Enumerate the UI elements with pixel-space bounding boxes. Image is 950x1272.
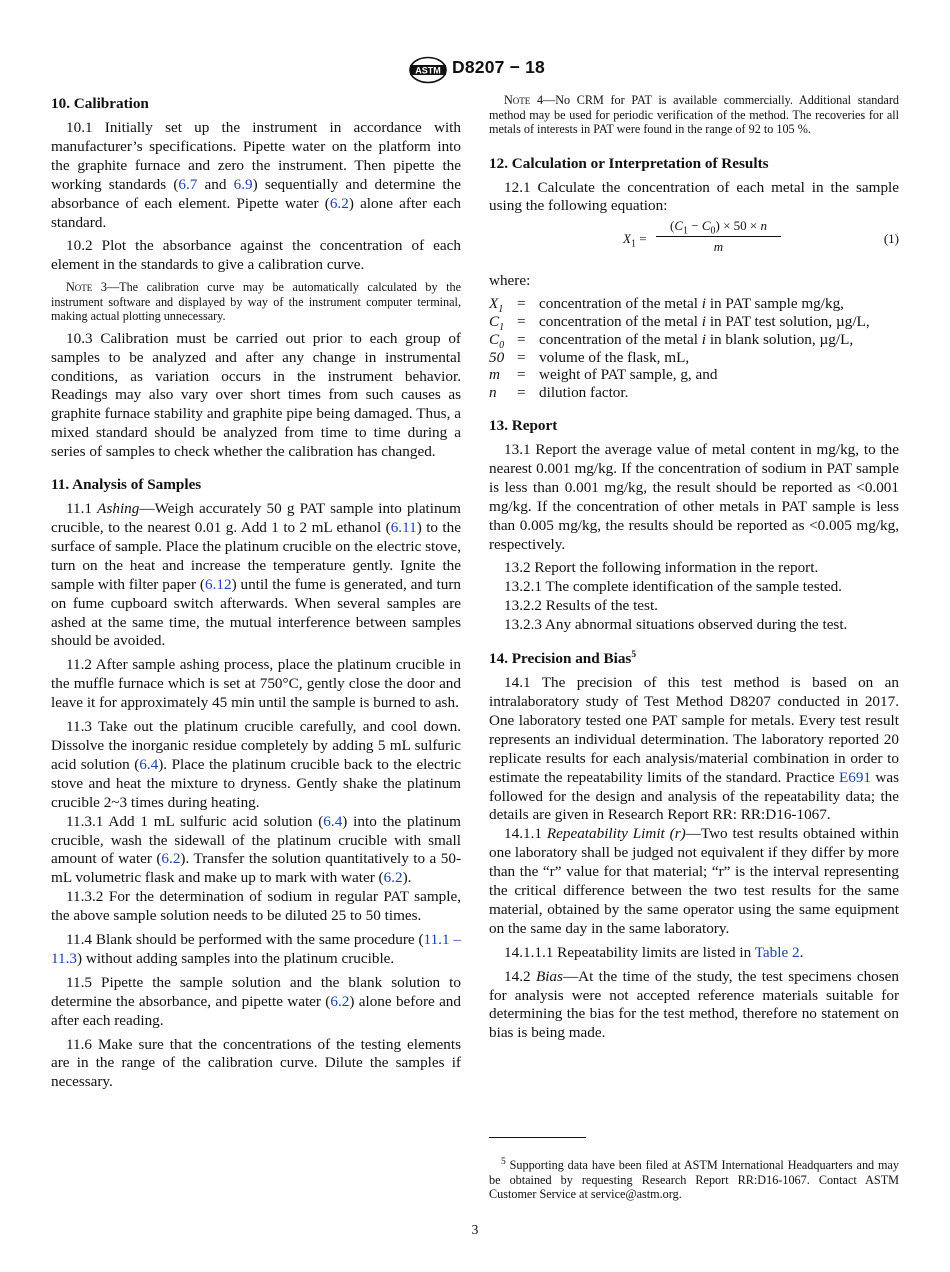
where-label: where: <box>489 272 531 290</box>
ref-link-6-4[interactable]: 6.4 <box>139 755 159 773</box>
section-10-heading: 10. Calibration <box>51 95 149 112</box>
para-14-1-1-1: 14.1.1.1 Repeatability limits are listed in Table 2. <box>504 943 804 961</box>
ref-link-11-1-11-3[interactable]: 11.1 – 11.3 <box>51 931 462 967</box>
page-header <box>0 56 950 84</box>
ref-link-6-2[interactable]: 6.2 <box>329 194 349 212</box>
footnote-5: $^5$ Supporting data have been filed at ASTM International Headquarters and may be obtained by requesting Research Report RR:D16-1067. Contact ASTM Customer Service at service@astm.org. <box>489 1157 899 1202</box>
definition-row: n = dilution factor. <box>489 384 899 402</box>
para-13-2-2: 13.2.2 Results of the test. <box>504 597 658 615</box>
para-11-6: 11.6 Make sure that the concentrations of the testing elements are in the range of the calibration curve. Dilute the samples if necessary. <box>51 1035 461 1091</box>
equation-numerator: $(C_1 - C_0) \times 50 \times n$ <box>669 218 768 237</box>
ref-link-6-2-b[interactable]: 6.2 <box>161 850 181 868</box>
ref-link-6-12[interactable]: 6.12 <box>204 575 232 593</box>
definition-row: $X_1$ = concentration of the metal i in PAT sample mg/kg, <box>489 295 899 313</box>
para-10-2: 10.2 Plot the absorbance against the concentration of each element in the standards to give a calibration curve. <box>51 237 461 274</box>
definition-text: concentration of the metal i in PAT test solution, µg/L, <box>539 313 870 331</box>
ref-link-e691[interactable]: E691 <box>838 768 872 786</box>
note-4: Note 4—No CRM for PAT is available commercially. Additional standard method may be used for periodic verification of the method. The recoveries for all metals of interests in PAT were found in the range of 92 to 105 %. <box>489 93 899 136</box>
left-column <box>51 94 461 1097</box>
definition-row: $C_0$ = concentration of the metal i in blank solution, µg/L, <box>489 331 899 349</box>
para-14-2: 14.2 Bias—At the time of the study, the test specimens chosen for analysis were not accepted reference materials suitable for determining the bias for the test method, therefore no statement on bias is being made. <box>489 967 900 1042</box>
definition-symbol: n <box>489 384 497 402</box>
definition-text: weight of PAT sample, g, and <box>539 366 718 384</box>
para-11-2: 11.2 After sample ashing process, place the platinum crucible in the muffle furnace which is set at 750°C, gently close the door and leave it for approximately 45 min until the sample is burned to ash. <box>51 656 461 712</box>
definition-text: volume of the flask, mL, <box>539 348 690 366</box>
footnote-rule <box>489 1137 586 1138</box>
document-code: D8207 − 18 <box>452 57 545 77</box>
equation-fraction <box>656 218 781 255</box>
definition-row: 50 = volume of the flask, mL, <box>489 349 899 367</box>
ref-link-6-2-d[interactable]: 6.2 <box>330 992 350 1010</box>
section-13-heading: 13. Report <box>489 417 558 434</box>
equation-number: (1) <box>883 231 899 247</box>
fraction-bar <box>656 236 781 237</box>
equation-1 <box>489 218 899 262</box>
definition-row: m = weight of PAT sample, g, and <box>489 366 899 384</box>
right-column <box>489 93 899 1048</box>
variable-definitions <box>489 295 899 402</box>
para-10-3: 10.3 Calibration must be carried out prior to each group of samples to be analyzed and after any change in instrumental conditions, as variation occurs in the instrument behavior. Readings may also vary over short times from such causes as graphite furnace stability and graphite pipe being damaged. Thus, a mixed standard should be analyzed from time to time during a series of samples to check whether the calibration has changed. <box>51 329 461 461</box>
astm-logo-icon <box>408 56 448 84</box>
para-11-3-1: 11.3.1 Add 1 mL sulfuric acid solution (6.4) into the platinum crucible, wash the sidewall of the platinum crucible with small amount of water (6.2). Transfer the solution quantitatively to a 50-mL volumetric flask and make up to mark with water (6.2). <box>51 812 461 887</box>
definition-text: concentration of the metal i in PAT sample mg/kg, <box>539 295 844 313</box>
para-14-1: 14.1 The precision of this test method is based on an intralaboratory study of Test Method D8207 conducted in 2017. One laboratory tested one PAT sample for metals. Every test result represents an individual determination. The laboratory reported 20 replicate results for each analysis/material combination in order to estimate the repeatability limits of the standard. Practice E691 was followed for the design and analysis of the repeatability data; the details are given in Research Report RR: RR:D16-1067. <box>489 674 899 824</box>
para-11-4: 11.4 Blank should be performed with the same procedure (11.1 – 11.3) without adding samples into the platinum crucible. <box>51 931 462 967</box>
ref-link-6-2-c[interactable]: 6.2 <box>383 869 403 887</box>
ref-link-table-2[interactable]: Table 2 <box>754 943 800 961</box>
section-11-heading: 11. Analysis of Samples <box>51 476 202 494</box>
para-11-5: 11.5 Pipette the sample solution and the blank solution to determine the absorbance, and pipette water (6.2) alone before and after each reading. <box>51 973 461 1029</box>
definition-row: $C_1$ = concentration of the metal i in PAT test solution, µg/L, <box>489 313 899 331</box>
section-12-heading: 12. Calculation or Interpretation of Results <box>489 154 769 172</box>
para-11-3-2: 11.3.2 For the determination of sodium in regular PAT sample, the above sample solution needs to be diluted 25 to 50 times. <box>51 888 461 925</box>
para-13-1: 13.1 Report the average value of metal content in mg/kg, to the nearest 0.001 mg/kg. If the concentration of sodium in PAT sample is less than 0.001 mg/kg, the result should be reported as <0.001 mg/kg. If the concentration of other metals in PAT sample is less than 0.005 mg/kg, the results should be reported as <0.005 mg/kg, respectively. <box>489 441 899 553</box>
footnote-ref-5[interactable]: 5 <box>631 650 637 660</box>
para-13-2-1: 13.2.1 The complete identification of the sample tested. <box>504 578 842 596</box>
definition-symbol: C <box>489 313 500 331</box>
note-3: Note 3—The calibration curve may be automatically calculated by the instrument software and displayed by way of the instrument computer terminal, making actual plotting unnecessary. <box>51 280 461 324</box>
definition-symbol: m <box>489 366 500 384</box>
para-13-2: 13.2 Report the following information in the report. <box>504 559 819 577</box>
equation-denominator: m <box>713 239 724 255</box>
equation-lhs: $X_1$ = <box>623 231 647 250</box>
para-12-1: 12.1 Calculate the concentration of each metal in the sample using the following equation: <box>489 178 899 215</box>
definition-text: concentration of the metal i in blank solution, µg/L, <box>539 330 854 348</box>
svg-text:ASTM: ASTM <box>415 65 441 76</box>
ref-link-6-7[interactable]: 6.7 <box>178 175 198 193</box>
section-14-heading: 14. Precision and Bias$^5$ <box>489 650 637 668</box>
para-10-1: 10.1 Initially set up the instrument in accordance with manufacturer’s specifications. Pipette water on the platform into the graphite furnace and zero the instrument. Then pipette the working standards (6.7 and 6.9) sequentially and determine the absorbance of each element. Pipette water (6.2) alone after each standard. <box>51 119 461 231</box>
ref-link-6-4-b[interactable]: 6.4 <box>323 812 343 830</box>
definition-symbol: X <box>489 295 499 313</box>
definition-symbol: 50 <box>489 348 505 366</box>
definition-symbol: C <box>489 330 500 348</box>
para-14-1-1: 14.1.1 Repeatability Limit (r)—Two test results obtained within one laboratory shall be judged not equivalent if they differ by more than the “r” value for that material; “r” is the interval representing the critical difference between the two test results for the same material, obtained by the same operator using the same equipment on the same day in the same laboratory. <box>489 825 899 937</box>
para-11-3: 11.3 Take out the platinum crucible carefully, and cool down. Dissolve the inorganic residue completely by adding 5 mL sulfuric acid solution (6.4). Place the platinum crucible back to the electric stove and heat the mixture to dryness. Gently shake the platinum crucible 2~3 times during heating. <box>51 718 462 811</box>
ref-link-6-9[interactable]: 6.9 <box>233 175 253 193</box>
definition-text: dilution factor. <box>539 384 629 402</box>
ref-link-6-11[interactable]: 6.11 <box>390 519 417 536</box>
page-number: 3 <box>471 1222 479 1237</box>
para-13-2-3: 13.2.3 Any abnormal situations observed during the test. <box>504 616 848 634</box>
para-11-1: 11.1 Ashing—Weigh accurately 50 g PAT sample into platinum crucible, to the nearest 0.01 g. Add 1 to 2 mL ethanol (6.11) to the surface of sample. Place the platinum crucible on the electric stove, turn on the heat and increase the temperature gently. Ignite the sample with filter paper (6.12) until the fume is generated, and turn on fume cupboard switch afterwards. When several samples are ashed at the same time, the mutual interference between samples should be avoided. <box>51 500 462 650</box>
